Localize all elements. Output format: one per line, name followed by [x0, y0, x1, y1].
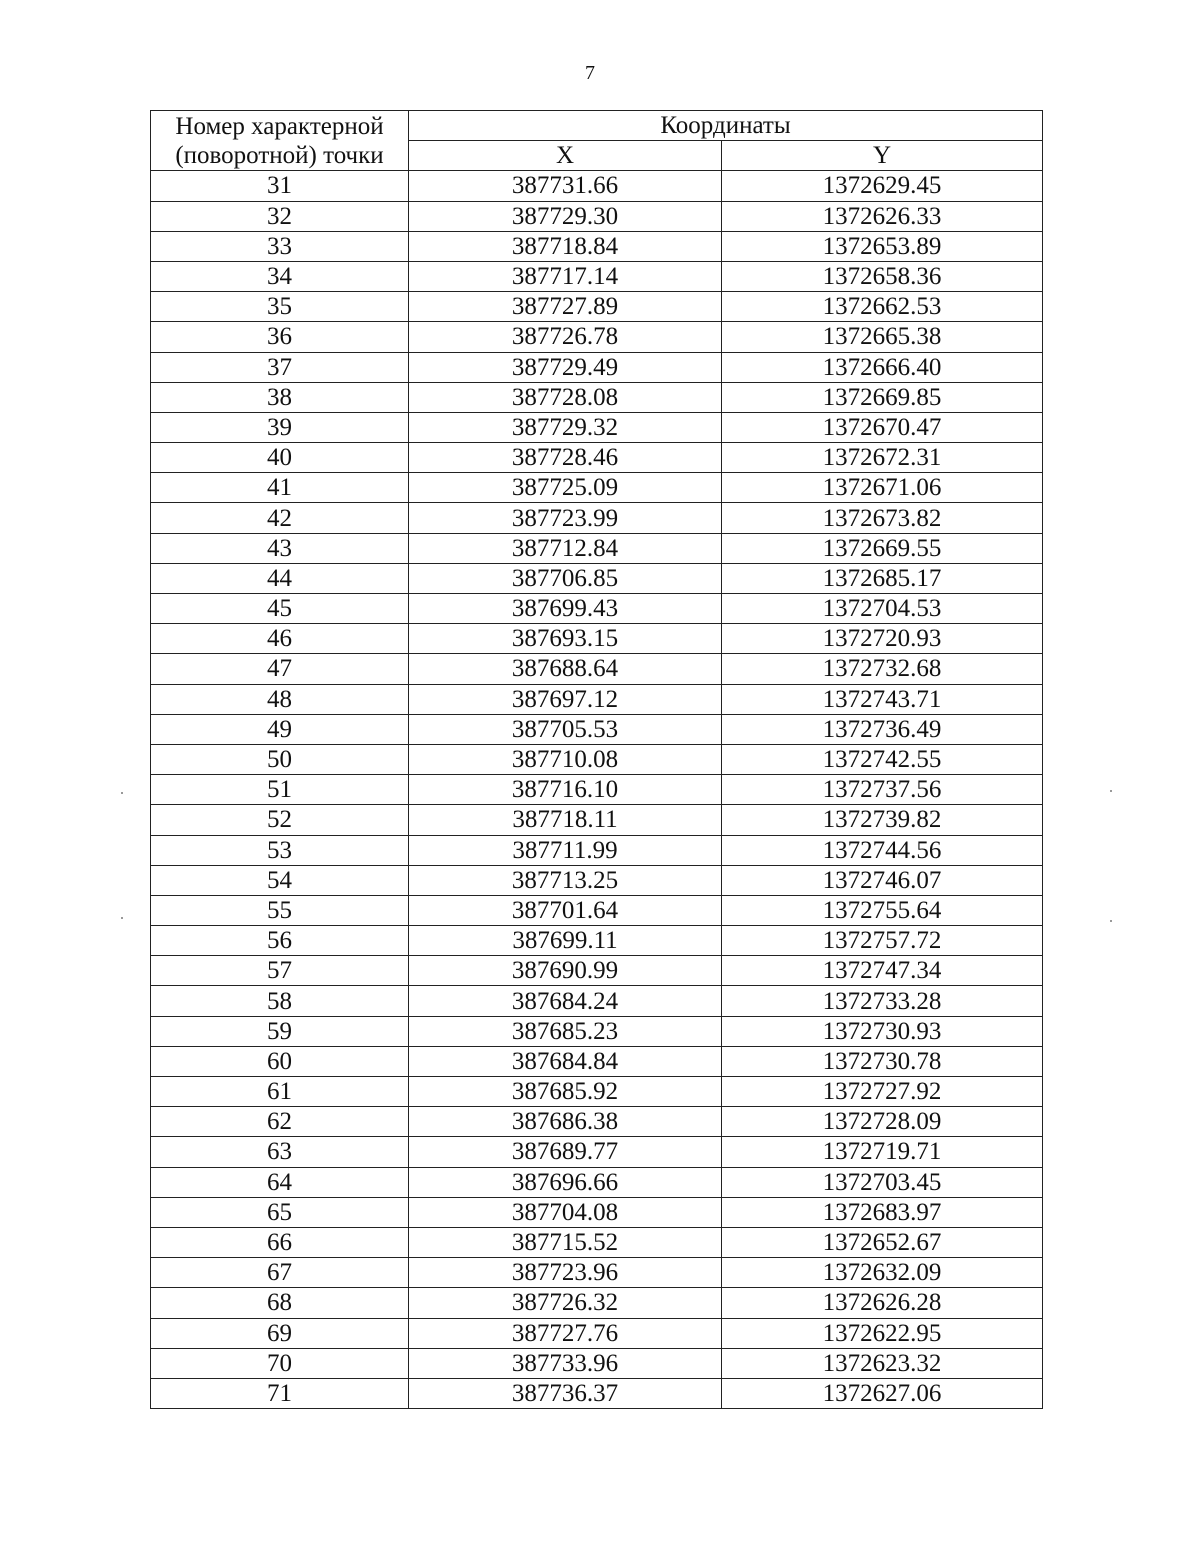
table-row — [151, 171, 1043, 201]
x-coordinate-cell: 387726.32 — [409, 1288, 722, 1318]
table-row — [151, 1167, 1043, 1197]
x-coordinate-cell: 387729.49 — [409, 352, 722, 382]
y-coordinate-cell: 1372632.09 — [722, 1258, 1043, 1288]
page-number: 7 — [585, 62, 595, 84]
y-coordinate-cell: 1372746.07 — [722, 865, 1043, 895]
y-coordinate-cell: 1372719.71 — [722, 1137, 1043, 1167]
x-coordinate-cell: 387699.43 — [409, 594, 722, 624]
table-row — [151, 714, 1043, 744]
point-number-cell: 62 — [151, 1107, 409, 1137]
x-coordinate-cell: 387727.76 — [409, 1318, 722, 1348]
x-coordinate-cell: 387696.66 — [409, 1167, 722, 1197]
table-body — [151, 171, 1043, 1409]
point-number-cell: 60 — [151, 1046, 409, 1076]
x-coordinate-cell: 387684.24 — [409, 986, 722, 1016]
point-number-cell: 51 — [151, 775, 409, 805]
x-coordinate-cell: 387726.78 — [409, 322, 722, 352]
scan-speck — [1110, 790, 1112, 792]
point-number-cell: 49 — [151, 714, 409, 744]
point-number-cell: 32 — [151, 201, 409, 231]
y-coordinate-cell: 1372683.97 — [722, 1197, 1043, 1227]
x-coordinate-cell: 387725.09 — [409, 473, 722, 503]
point-number-cell: 67 — [151, 1258, 409, 1288]
y-coordinate-cell: 1372626.28 — [722, 1288, 1043, 1318]
table-row — [151, 654, 1043, 684]
point-number-cell: 31 — [151, 171, 409, 201]
table-row — [151, 594, 1043, 624]
table-row — [151, 1227, 1043, 1257]
y-coordinate-cell: 1372629.45 — [722, 171, 1043, 201]
x-coordinate-cell: 387688.64 — [409, 654, 722, 684]
table-row — [151, 1197, 1043, 1227]
y-coordinate-cell: 1372627.06 — [722, 1378, 1043, 1408]
table-row — [151, 805, 1043, 835]
table-row — [151, 744, 1043, 774]
y-coordinate-cell: 1372652.67 — [722, 1227, 1043, 1257]
y-coordinate-cell: 1372658.36 — [722, 261, 1043, 291]
point-number-cell: 56 — [151, 926, 409, 956]
y-coordinate-cell: 1372669.85 — [722, 382, 1043, 412]
y-coordinate-cell: 1372739.82 — [722, 805, 1043, 835]
coordinates-table — [150, 110, 1043, 1409]
table-row — [151, 1288, 1043, 1318]
table-row — [151, 956, 1043, 986]
table-row — [151, 1016, 1043, 1046]
x-coordinate-cell: 387715.52 — [409, 1227, 722, 1257]
y-coordinate-cell: 1372727.92 — [722, 1077, 1043, 1107]
point-number-cell: 55 — [151, 895, 409, 925]
table-row — [151, 926, 1043, 956]
table-row — [151, 775, 1043, 805]
point-number-cell: 36 — [151, 322, 409, 352]
y-coordinate-cell: 1372669.55 — [722, 533, 1043, 563]
table-row — [151, 412, 1043, 442]
table-row — [151, 1077, 1043, 1107]
point-number-cell: 53 — [151, 835, 409, 865]
point-number-cell: 37 — [151, 352, 409, 382]
x-coordinate-cell: 387710.08 — [409, 744, 722, 774]
table-header-row — [151, 111, 1043, 141]
table-row — [151, 895, 1043, 925]
y-coordinate-cell: 1372730.93 — [722, 1016, 1043, 1046]
y-coordinate-cell: 1372623.32 — [722, 1348, 1043, 1378]
point-number-cell: 33 — [151, 231, 409, 261]
y-coordinate-cell: 1372666.40 — [722, 352, 1043, 382]
point-number-cell: 50 — [151, 744, 409, 774]
scan-speck — [121, 792, 123, 794]
x-coordinate-cell: 387684.84 — [409, 1046, 722, 1076]
scan-speck — [1110, 920, 1112, 922]
table-row — [151, 533, 1043, 563]
x-coordinate-cell: 387718.11 — [409, 805, 722, 835]
x-coordinate-cell: 387704.08 — [409, 1197, 722, 1227]
x-coordinate-cell: 387736.37 — [409, 1378, 722, 1408]
point-number-cell: 54 — [151, 865, 409, 895]
y-coordinate-cell: 1372733.28 — [722, 986, 1043, 1016]
y-coordinate-cell: 1372665.38 — [722, 322, 1043, 352]
x-coordinate-cell: 387705.53 — [409, 714, 722, 744]
y-coordinate-cell: 1372720.93 — [722, 624, 1043, 654]
y-coordinate-cell: 1372670.47 — [722, 412, 1043, 442]
point-number-header: Номер характерной (поворотной) точки — [151, 111, 409, 171]
point-number-cell: 38 — [151, 382, 409, 412]
y-coordinate-cell: 1372626.33 — [722, 201, 1043, 231]
x-coordinate-cell: 387731.66 — [409, 171, 722, 201]
point-number-cell: 47 — [151, 654, 409, 684]
point-number-cell: 65 — [151, 1197, 409, 1227]
x-coordinate-cell: 387697.12 — [409, 684, 722, 714]
point-number-cell: 71 — [151, 1378, 409, 1408]
y-coordinate-cell: 1372671.06 — [722, 473, 1043, 503]
point-number-cell: 34 — [151, 261, 409, 291]
point-number-cell: 69 — [151, 1318, 409, 1348]
table-row — [151, 503, 1043, 533]
y-coordinate-cell: 1372757.72 — [722, 926, 1043, 956]
x-coordinate-cell: 387723.96 — [409, 1258, 722, 1288]
point-number-cell: 41 — [151, 473, 409, 503]
table-row — [151, 986, 1043, 1016]
x-coordinate-cell: 387718.84 — [409, 231, 722, 261]
x-coordinate-cell: 387706.85 — [409, 563, 722, 593]
y-coordinate-cell: 1372653.89 — [722, 231, 1043, 261]
point-number-cell: 43 — [151, 533, 409, 563]
x-coordinate-cell: 387729.30 — [409, 201, 722, 231]
point-number-cell: 42 — [151, 503, 409, 533]
x-coordinate-cell: 387723.99 — [409, 503, 722, 533]
y-coordinate-cell: 1372743.71 — [722, 684, 1043, 714]
table-row — [151, 563, 1043, 593]
x-coordinate-cell: 387727.89 — [409, 292, 722, 322]
table-row — [151, 865, 1043, 895]
point-number-cell: 63 — [151, 1137, 409, 1167]
y-coordinate-cell: 1372672.31 — [722, 443, 1043, 473]
table-row — [151, 443, 1043, 473]
table-row — [151, 201, 1043, 231]
y-coordinate-cell: 1372736.49 — [722, 714, 1043, 744]
y-coordinate-cell: 1372622.95 — [722, 1318, 1043, 1348]
table-row — [151, 835, 1043, 865]
y-coordinate-cell: 1372737.56 — [722, 775, 1043, 805]
x-coordinate-cell: 387712.84 — [409, 533, 722, 563]
x-coordinate-cell: 387690.99 — [409, 956, 722, 986]
point-number-cell: 40 — [151, 443, 409, 473]
point-number-cell: 46 — [151, 624, 409, 654]
point-number-cell: 59 — [151, 1016, 409, 1046]
y-coordinate-cell: 1372728.09 — [722, 1107, 1043, 1137]
x-coordinate-cell: 387701.64 — [409, 895, 722, 925]
x-coordinate-cell: 387685.23 — [409, 1016, 722, 1046]
table-row — [151, 1107, 1043, 1137]
y-coordinate-cell: 1372662.53 — [722, 292, 1043, 322]
table-row — [151, 624, 1043, 654]
table-row — [151, 292, 1043, 322]
x-coordinate-cell: 387728.46 — [409, 443, 722, 473]
point-number-cell: 44 — [151, 563, 409, 593]
point-number-cell: 66 — [151, 1227, 409, 1257]
table-row — [151, 473, 1043, 503]
x-coordinate-cell: 387713.25 — [409, 865, 722, 895]
x-coordinate-cell: 387699.11 — [409, 926, 722, 956]
x-coordinate-cell: 387693.15 — [409, 624, 722, 654]
table-row — [151, 1046, 1043, 1076]
point-number-cell: 45 — [151, 594, 409, 624]
point-number-cell: 61 — [151, 1077, 409, 1107]
table-row — [151, 382, 1043, 412]
table-row — [151, 352, 1043, 382]
point-number-cell: 52 — [151, 805, 409, 835]
table-row — [151, 322, 1043, 352]
x-coordinate-cell: 387728.08 — [409, 382, 722, 412]
y-header: Y — [722, 141, 1043, 171]
table-row — [151, 261, 1043, 291]
table-row — [151, 1137, 1043, 1167]
x-coordinate-cell: 387729.32 — [409, 412, 722, 442]
x-coordinate-cell: 387717.14 — [409, 261, 722, 291]
x-coordinate-cell: 387686.38 — [409, 1107, 722, 1137]
y-coordinate-cell: 1372732.68 — [722, 654, 1043, 684]
y-coordinate-cell: 1372703.45 — [722, 1167, 1043, 1197]
x-header: X — [409, 141, 722, 171]
x-coordinate-cell: 387716.10 — [409, 775, 722, 805]
table-row — [151, 1348, 1043, 1378]
y-coordinate-cell: 1372673.82 — [722, 503, 1043, 533]
y-coordinate-cell: 1372747.34 — [722, 956, 1043, 986]
point-number-cell: 70 — [151, 1348, 409, 1378]
y-coordinate-cell: 1372704.53 — [722, 594, 1043, 624]
x-coordinate-cell: 387711.99 — [409, 835, 722, 865]
point-number-cell: 35 — [151, 292, 409, 322]
y-coordinate-cell: 1372742.55 — [722, 744, 1043, 774]
coordinates-header: Координаты — [409, 111, 1043, 141]
point-number-cell: 57 — [151, 956, 409, 986]
table-row — [151, 1378, 1043, 1408]
table-row — [151, 1318, 1043, 1348]
y-coordinate-cell: 1372744.56 — [722, 835, 1043, 865]
table-row — [151, 684, 1043, 714]
point-number-cell: 39 — [151, 412, 409, 442]
table-row — [151, 1258, 1043, 1288]
y-coordinate-cell: 1372685.17 — [722, 563, 1043, 593]
point-number-cell: 68 — [151, 1288, 409, 1318]
y-coordinate-cell: 1372730.78 — [722, 1046, 1043, 1076]
y-coordinate-cell: 1372755.64 — [722, 895, 1043, 925]
point-number-cell: 48 — [151, 684, 409, 714]
x-coordinate-cell: 387733.96 — [409, 1348, 722, 1378]
x-coordinate-cell: 387685.92 — [409, 1077, 722, 1107]
scan-speck — [121, 917, 123, 919]
point-number-cell: 58 — [151, 986, 409, 1016]
table-row — [151, 231, 1043, 261]
point-number-cell: 64 — [151, 1167, 409, 1197]
x-coordinate-cell: 387689.77 — [409, 1137, 722, 1167]
